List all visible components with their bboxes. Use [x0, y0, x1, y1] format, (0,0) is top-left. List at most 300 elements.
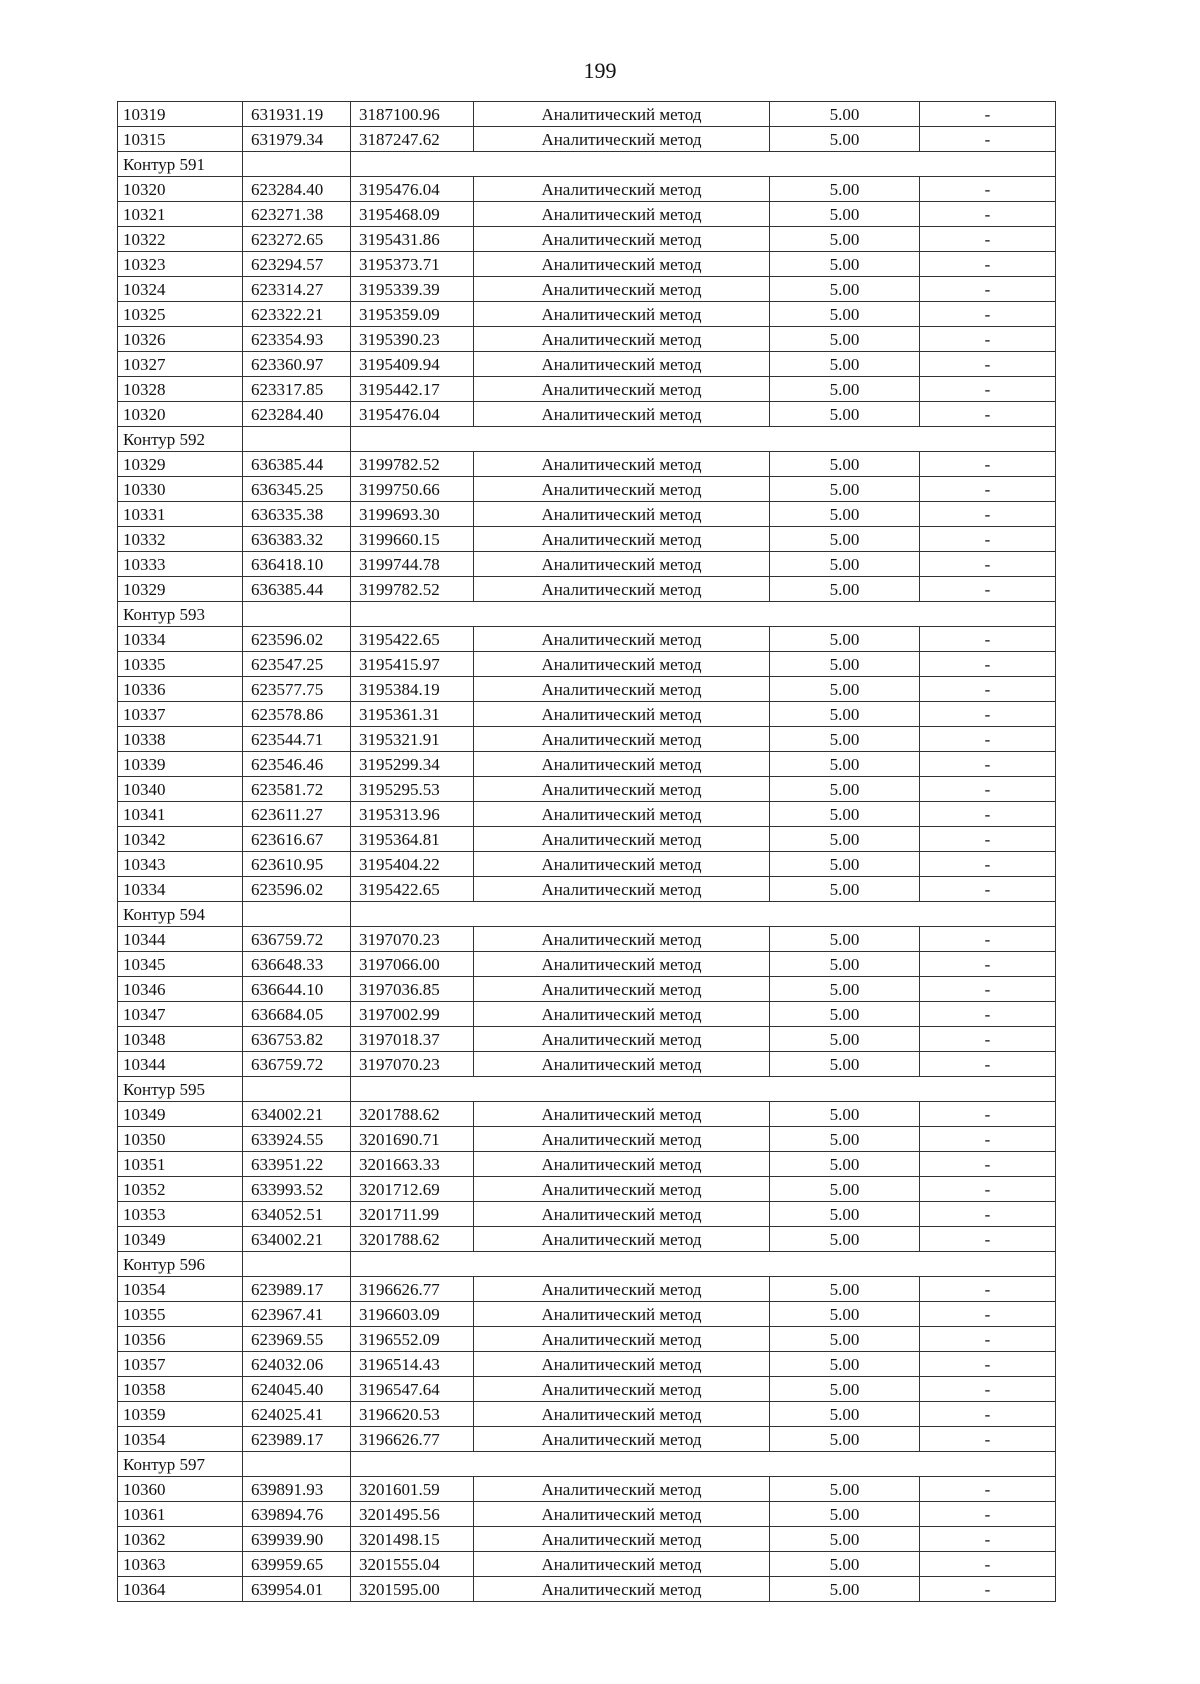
coordinates-table [117, 101, 1056, 1602]
point-id-cell: 10364 [118, 1577, 243, 1602]
y-coordinate-cell: 3196547.64 [351, 1377, 474, 1402]
method-cell: Аналитический метод [474, 1177, 770, 1202]
point-id-cell: 10329 [118, 577, 243, 602]
extra-cell: - [920, 777, 1056, 802]
x-coordinate-cell: 623578.86 [243, 702, 351, 727]
table-row [118, 652, 1056, 677]
x-coordinate-cell: 633924.55 [243, 1127, 351, 1152]
method-cell: Аналитический метод [474, 1427, 770, 1452]
accuracy-cell: 5.00 [770, 1502, 920, 1527]
contour-header-row [118, 427, 1056, 452]
empty-cell [351, 1077, 1056, 1102]
method-cell: Аналитический метод [474, 477, 770, 502]
table-row [118, 177, 1056, 202]
table-row [118, 1552, 1056, 1577]
point-id-cell: 10321 [118, 202, 243, 227]
y-coordinate-cell: 3195384.19 [351, 677, 474, 702]
accuracy-cell: 5.00 [770, 502, 920, 527]
point-id-cell: 10350 [118, 1127, 243, 1152]
point-id-cell: 10344 [118, 1052, 243, 1077]
y-coordinate-cell: 3201595.00 [351, 1577, 474, 1602]
extra-cell: - [920, 377, 1056, 402]
x-coordinate-cell: 623546.46 [243, 752, 351, 777]
y-coordinate-cell: 3195313.96 [351, 802, 474, 827]
accuracy-cell: 5.00 [770, 377, 920, 402]
method-cell: Аналитический метод [474, 1152, 770, 1177]
point-id-cell: 10340 [118, 777, 243, 802]
point-id-cell: 10346 [118, 977, 243, 1002]
accuracy-cell: 5.00 [770, 527, 920, 552]
table-row [118, 1102, 1056, 1127]
extra-cell: - [920, 827, 1056, 852]
extra-cell: - [920, 977, 1056, 1002]
method-cell: Аналитический метод [474, 652, 770, 677]
empty-cell [243, 902, 351, 927]
table-row [118, 1052, 1056, 1077]
accuracy-cell: 5.00 [770, 202, 920, 227]
table-row [118, 877, 1056, 902]
extra-cell: - [920, 952, 1056, 977]
method-cell: Аналитический метод [474, 227, 770, 252]
table-row [118, 402, 1056, 427]
method-cell: Аналитический метод [474, 327, 770, 352]
x-coordinate-cell: 623314.27 [243, 277, 351, 302]
extra-cell: - [920, 1352, 1056, 1377]
x-coordinate-cell: 636644.10 [243, 977, 351, 1002]
y-coordinate-cell: 3201498.15 [351, 1527, 474, 1552]
method-cell: Аналитический метод [474, 1027, 770, 1052]
x-coordinate-cell: 623271.38 [243, 202, 351, 227]
point-id-cell: 10329 [118, 452, 243, 477]
method-cell: Аналитический метод [474, 1377, 770, 1402]
table-row [118, 477, 1056, 502]
table-row [118, 1302, 1056, 1327]
extra-cell: - [920, 1302, 1056, 1327]
point-id-cell: 10354 [118, 1277, 243, 1302]
x-coordinate-cell: 636335.38 [243, 502, 351, 527]
x-coordinate-cell: 639954.01 [243, 1577, 351, 1602]
method-cell: Аналитический метод [474, 927, 770, 952]
method-cell: Аналитический метод [474, 552, 770, 577]
empty-cell [351, 427, 1056, 452]
method-cell: Аналитический метод [474, 1577, 770, 1602]
accuracy-cell: 5.00 [770, 577, 920, 602]
point-id-cell: 10330 [118, 477, 243, 502]
method-cell: Аналитический метод [474, 377, 770, 402]
accuracy-cell: 5.00 [770, 327, 920, 352]
method-cell: Аналитический метод [474, 1002, 770, 1027]
accuracy-cell: 5.00 [770, 1227, 920, 1252]
x-coordinate-cell: 634052.51 [243, 1202, 351, 1227]
accuracy-cell: 5.00 [770, 927, 920, 952]
x-coordinate-cell: 623611.27 [243, 802, 351, 827]
accuracy-cell: 5.00 [770, 1427, 920, 1452]
table-row [118, 1502, 1056, 1527]
extra-cell: - [920, 1377, 1056, 1402]
accuracy-cell: 5.00 [770, 627, 920, 652]
method-cell: Аналитический метод [474, 977, 770, 1002]
x-coordinate-cell: 634002.21 [243, 1227, 351, 1252]
x-coordinate-cell: 639891.93 [243, 1477, 351, 1502]
y-coordinate-cell: 3187100.96 [351, 102, 474, 127]
accuracy-cell: 5.00 [770, 1027, 920, 1052]
point-id-cell: 10344 [118, 927, 243, 952]
method-cell: Аналитический метод [474, 102, 770, 127]
extra-cell: - [920, 752, 1056, 777]
x-coordinate-cell: 636759.72 [243, 927, 351, 952]
table-row [118, 802, 1056, 827]
point-id-cell: 10341 [118, 802, 243, 827]
point-id-cell: 10337 [118, 702, 243, 727]
table-row [118, 352, 1056, 377]
y-coordinate-cell: 3196514.43 [351, 1352, 474, 1377]
point-id-cell: 10333 [118, 552, 243, 577]
table-row [118, 727, 1056, 752]
point-id-cell: 10327 [118, 352, 243, 377]
x-coordinate-cell: 623577.75 [243, 677, 351, 702]
contour-label: Контур 596 [118, 1252, 243, 1277]
x-coordinate-cell: 633993.52 [243, 1177, 351, 1202]
contour-header-row [118, 1252, 1056, 1277]
x-coordinate-cell: 636345.25 [243, 477, 351, 502]
y-coordinate-cell: 3195390.23 [351, 327, 474, 352]
point-id-cell: 10361 [118, 1502, 243, 1527]
x-coordinate-cell: 639959.65 [243, 1552, 351, 1577]
table-row [118, 127, 1056, 152]
point-id-cell: 10359 [118, 1402, 243, 1427]
accuracy-cell: 5.00 [770, 1052, 920, 1077]
table-row [118, 927, 1056, 952]
empty-cell [243, 1452, 351, 1477]
x-coordinate-cell: 623322.21 [243, 302, 351, 327]
extra-cell: - [920, 477, 1056, 502]
contour-label: Контур 593 [118, 602, 243, 627]
accuracy-cell: 5.00 [770, 1202, 920, 1227]
y-coordinate-cell: 3201495.56 [351, 1502, 474, 1527]
accuracy-cell: 5.00 [770, 702, 920, 727]
y-coordinate-cell: 3195431.86 [351, 227, 474, 252]
method-cell: Аналитический метод [474, 502, 770, 527]
extra-cell: - [920, 727, 1056, 752]
table-row [118, 1152, 1056, 1177]
x-coordinate-cell: 623360.97 [243, 352, 351, 377]
y-coordinate-cell: 3196603.09 [351, 1302, 474, 1327]
y-coordinate-cell: 3197018.37 [351, 1027, 474, 1052]
extra-cell: - [920, 177, 1056, 202]
x-coordinate-cell: 634002.21 [243, 1102, 351, 1127]
accuracy-cell: 5.00 [770, 352, 920, 377]
table-row [118, 777, 1056, 802]
table-row [118, 627, 1056, 652]
extra-cell: - [920, 552, 1056, 577]
accuracy-cell: 5.00 [770, 1377, 920, 1402]
point-id-cell: 10338 [118, 727, 243, 752]
table-row [118, 677, 1056, 702]
extra-cell: - [920, 277, 1056, 302]
extra-cell: - [920, 1202, 1056, 1227]
y-coordinate-cell: 3195468.09 [351, 202, 474, 227]
table-row [118, 327, 1056, 352]
accuracy-cell: 5.00 [770, 452, 920, 477]
accuracy-cell: 5.00 [770, 1302, 920, 1327]
y-coordinate-cell: 3195373.71 [351, 252, 474, 277]
point-id-cell: 10342 [118, 827, 243, 852]
x-coordinate-cell: 623610.95 [243, 852, 351, 877]
point-id-cell: 10358 [118, 1377, 243, 1402]
empty-cell [351, 152, 1056, 177]
extra-cell: - [920, 1477, 1056, 1502]
point-id-cell: 10328 [118, 377, 243, 402]
accuracy-cell: 5.00 [770, 827, 920, 852]
method-cell: Аналитический метод [474, 1352, 770, 1377]
accuracy-cell: 5.00 [770, 1327, 920, 1352]
extra-cell: - [920, 1102, 1056, 1127]
accuracy-cell: 5.00 [770, 677, 920, 702]
table-row [118, 952, 1056, 977]
accuracy-cell: 5.00 [770, 402, 920, 427]
table-row [118, 452, 1056, 477]
table-row [118, 102, 1056, 127]
accuracy-cell: 5.00 [770, 302, 920, 327]
accuracy-cell: 5.00 [770, 1527, 920, 1552]
contour-label: Контур 595 [118, 1077, 243, 1102]
extra-cell: - [920, 1152, 1056, 1177]
x-coordinate-cell: 639939.90 [243, 1527, 351, 1552]
table-row [118, 1127, 1056, 1152]
y-coordinate-cell: 3196626.77 [351, 1277, 474, 1302]
empty-cell [243, 1077, 351, 1102]
method-cell: Аналитический метод [474, 1527, 770, 1552]
empty-cell [351, 902, 1056, 927]
method-cell: Аналитический метод [474, 1302, 770, 1327]
extra-cell: - [920, 927, 1056, 952]
accuracy-cell: 5.00 [770, 852, 920, 877]
table-row [118, 1327, 1056, 1352]
extra-cell: - [920, 1427, 1056, 1452]
method-cell: Аналитический метод [474, 1277, 770, 1302]
method-cell: Аналитический метод [474, 202, 770, 227]
contour-label: Контур 594 [118, 902, 243, 927]
point-id-cell: 10347 [118, 1002, 243, 1027]
table-row [118, 1402, 1056, 1427]
x-coordinate-cell: 623544.71 [243, 727, 351, 752]
y-coordinate-cell: 3201711.99 [351, 1202, 474, 1227]
point-id-cell: 10323 [118, 252, 243, 277]
y-coordinate-cell: 3195442.17 [351, 377, 474, 402]
accuracy-cell: 5.00 [770, 652, 920, 677]
x-coordinate-cell: 639894.76 [243, 1502, 351, 1527]
y-coordinate-cell: 3195359.09 [351, 302, 474, 327]
y-coordinate-cell: 3196626.77 [351, 1427, 474, 1452]
point-id-cell: 10335 [118, 652, 243, 677]
y-coordinate-cell: 3197070.23 [351, 1052, 474, 1077]
y-coordinate-cell: 3196552.09 [351, 1327, 474, 1352]
y-coordinate-cell: 3187247.62 [351, 127, 474, 152]
extra-cell: - [920, 1027, 1056, 1052]
extra-cell: - [920, 227, 1056, 252]
x-coordinate-cell: 636684.05 [243, 1002, 351, 1027]
method-cell: Аналитический метод [474, 1502, 770, 1527]
point-id-cell: 10320 [118, 402, 243, 427]
empty-cell [351, 1452, 1056, 1477]
table-row [118, 1202, 1056, 1227]
method-cell: Аналитический метод [474, 627, 770, 652]
method-cell: Аналитический метод [474, 1552, 770, 1577]
method-cell: Аналитический метод [474, 852, 770, 877]
accuracy-cell: 5.00 [770, 752, 920, 777]
table-row [118, 1227, 1056, 1252]
method-cell: Аналитический метод [474, 702, 770, 727]
y-coordinate-cell: 3195476.04 [351, 177, 474, 202]
x-coordinate-cell: 623294.57 [243, 252, 351, 277]
y-coordinate-cell: 3195364.81 [351, 827, 474, 852]
method-cell: Аналитический метод [474, 1477, 770, 1502]
x-coordinate-cell: 623354.93 [243, 327, 351, 352]
y-coordinate-cell: 3196620.53 [351, 1402, 474, 1427]
x-coordinate-cell: 623616.67 [243, 827, 351, 852]
extra-cell: - [920, 852, 1056, 877]
y-coordinate-cell: 3195299.34 [351, 752, 474, 777]
x-coordinate-cell: 636385.44 [243, 452, 351, 477]
point-id-cell: 10315 [118, 127, 243, 152]
x-coordinate-cell: 636385.44 [243, 577, 351, 602]
accuracy-cell: 5.00 [770, 227, 920, 252]
accuracy-cell: 5.00 [770, 127, 920, 152]
table-row [118, 377, 1056, 402]
y-coordinate-cell: 3195295.53 [351, 777, 474, 802]
point-id-cell: 10320 [118, 177, 243, 202]
y-coordinate-cell: 3199693.30 [351, 502, 474, 527]
accuracy-cell: 5.00 [770, 1177, 920, 1202]
point-id-cell: 10345 [118, 952, 243, 977]
y-coordinate-cell: 3197036.85 [351, 977, 474, 1002]
x-coordinate-cell: 631931.19 [243, 102, 351, 127]
page-number: 199 [583, 58, 617, 83]
y-coordinate-cell: 3201690.71 [351, 1127, 474, 1152]
y-coordinate-cell: 3195409.94 [351, 352, 474, 377]
x-coordinate-cell: 624045.40 [243, 1377, 351, 1402]
table-row [118, 1002, 1056, 1027]
accuracy-cell: 5.00 [770, 777, 920, 802]
x-coordinate-cell: 623596.02 [243, 877, 351, 902]
point-id-cell: 10349 [118, 1102, 243, 1127]
accuracy-cell: 5.00 [770, 952, 920, 977]
accuracy-cell: 5.00 [770, 1277, 920, 1302]
extra-cell: - [920, 1502, 1056, 1527]
empty-cell [243, 152, 351, 177]
extra-cell: - [920, 802, 1056, 827]
method-cell: Аналитический метод [474, 1327, 770, 1352]
x-coordinate-cell: 631979.34 [243, 127, 351, 152]
y-coordinate-cell: 3201788.62 [351, 1102, 474, 1127]
extra-cell: - [920, 1052, 1056, 1077]
x-coordinate-cell: 623989.17 [243, 1277, 351, 1302]
y-coordinate-cell: 3201601.59 [351, 1477, 474, 1502]
method-cell: Аналитический метод [474, 252, 770, 277]
point-id-cell: 10332 [118, 527, 243, 552]
extra-cell: - [920, 877, 1056, 902]
method-cell: Аналитический метод [474, 752, 770, 777]
point-id-cell: 10331 [118, 502, 243, 527]
extra-cell: - [920, 302, 1056, 327]
point-id-cell: 10360 [118, 1477, 243, 1502]
point-id-cell: 10334 [118, 877, 243, 902]
contour-header-row [118, 602, 1056, 627]
method-cell: Аналитический метод [474, 677, 770, 702]
point-id-cell: 10354 [118, 1427, 243, 1452]
table-row [118, 577, 1056, 602]
accuracy-cell: 5.00 [770, 477, 920, 502]
accuracy-cell: 5.00 [770, 252, 920, 277]
x-coordinate-cell: 636648.33 [243, 952, 351, 977]
extra-cell: - [920, 102, 1056, 127]
contour-header-row [118, 902, 1056, 927]
table-row [118, 252, 1056, 277]
extra-cell: - [920, 577, 1056, 602]
table-row [118, 1577, 1056, 1602]
accuracy-cell: 5.00 [770, 877, 920, 902]
method-cell: Аналитический метод [474, 527, 770, 552]
y-coordinate-cell: 3199782.52 [351, 452, 474, 477]
extra-cell: - [920, 1577, 1056, 1602]
x-coordinate-cell: 623284.40 [243, 402, 351, 427]
table-row [118, 527, 1056, 552]
y-coordinate-cell: 3195361.31 [351, 702, 474, 727]
table-row [118, 1277, 1056, 1302]
extra-cell: - [920, 352, 1056, 377]
point-id-cell: 10325 [118, 302, 243, 327]
accuracy-cell: 5.00 [770, 802, 920, 827]
accuracy-cell: 5.00 [770, 1002, 920, 1027]
method-cell: Аналитический метод [474, 727, 770, 752]
extra-cell: - [920, 1002, 1056, 1027]
extra-cell: - [920, 1227, 1056, 1252]
y-coordinate-cell: 3201788.62 [351, 1227, 474, 1252]
x-coordinate-cell: 623596.02 [243, 627, 351, 652]
point-id-cell: 10319 [118, 102, 243, 127]
x-coordinate-cell: 623317.85 [243, 377, 351, 402]
method-cell: Аналитический метод [474, 1052, 770, 1077]
method-cell: Аналитический метод [474, 452, 770, 477]
method-cell: Аналитический метод [474, 1102, 770, 1127]
contour-label: Контур 591 [118, 152, 243, 177]
point-id-cell: 10355 [118, 1302, 243, 1327]
empty-cell [351, 1252, 1056, 1277]
x-coordinate-cell: 636753.82 [243, 1027, 351, 1052]
point-id-cell: 10322 [118, 227, 243, 252]
y-coordinate-cell: 3197070.23 [351, 927, 474, 952]
y-coordinate-cell: 3197066.00 [351, 952, 474, 977]
extra-cell: - [920, 1177, 1056, 1202]
point-id-cell: 10351 [118, 1152, 243, 1177]
method-cell: Аналитический метод [474, 1202, 770, 1227]
accuracy-cell: 5.00 [770, 1102, 920, 1127]
method-cell: Аналитический метод [474, 352, 770, 377]
point-id-cell: 10334 [118, 627, 243, 652]
method-cell: Аналитический метод [474, 827, 770, 852]
table-row [118, 302, 1056, 327]
table-row [118, 1427, 1056, 1452]
empty-cell [351, 602, 1056, 627]
method-cell: Аналитический метод [474, 302, 770, 327]
method-cell: Аналитический метод [474, 877, 770, 902]
x-coordinate-cell: 623547.25 [243, 652, 351, 677]
contour-label: Контур 597 [118, 1452, 243, 1477]
extra-cell: - [920, 627, 1056, 652]
y-coordinate-cell: 3195422.65 [351, 877, 474, 902]
table-row [118, 1177, 1056, 1202]
extra-cell: - [920, 677, 1056, 702]
